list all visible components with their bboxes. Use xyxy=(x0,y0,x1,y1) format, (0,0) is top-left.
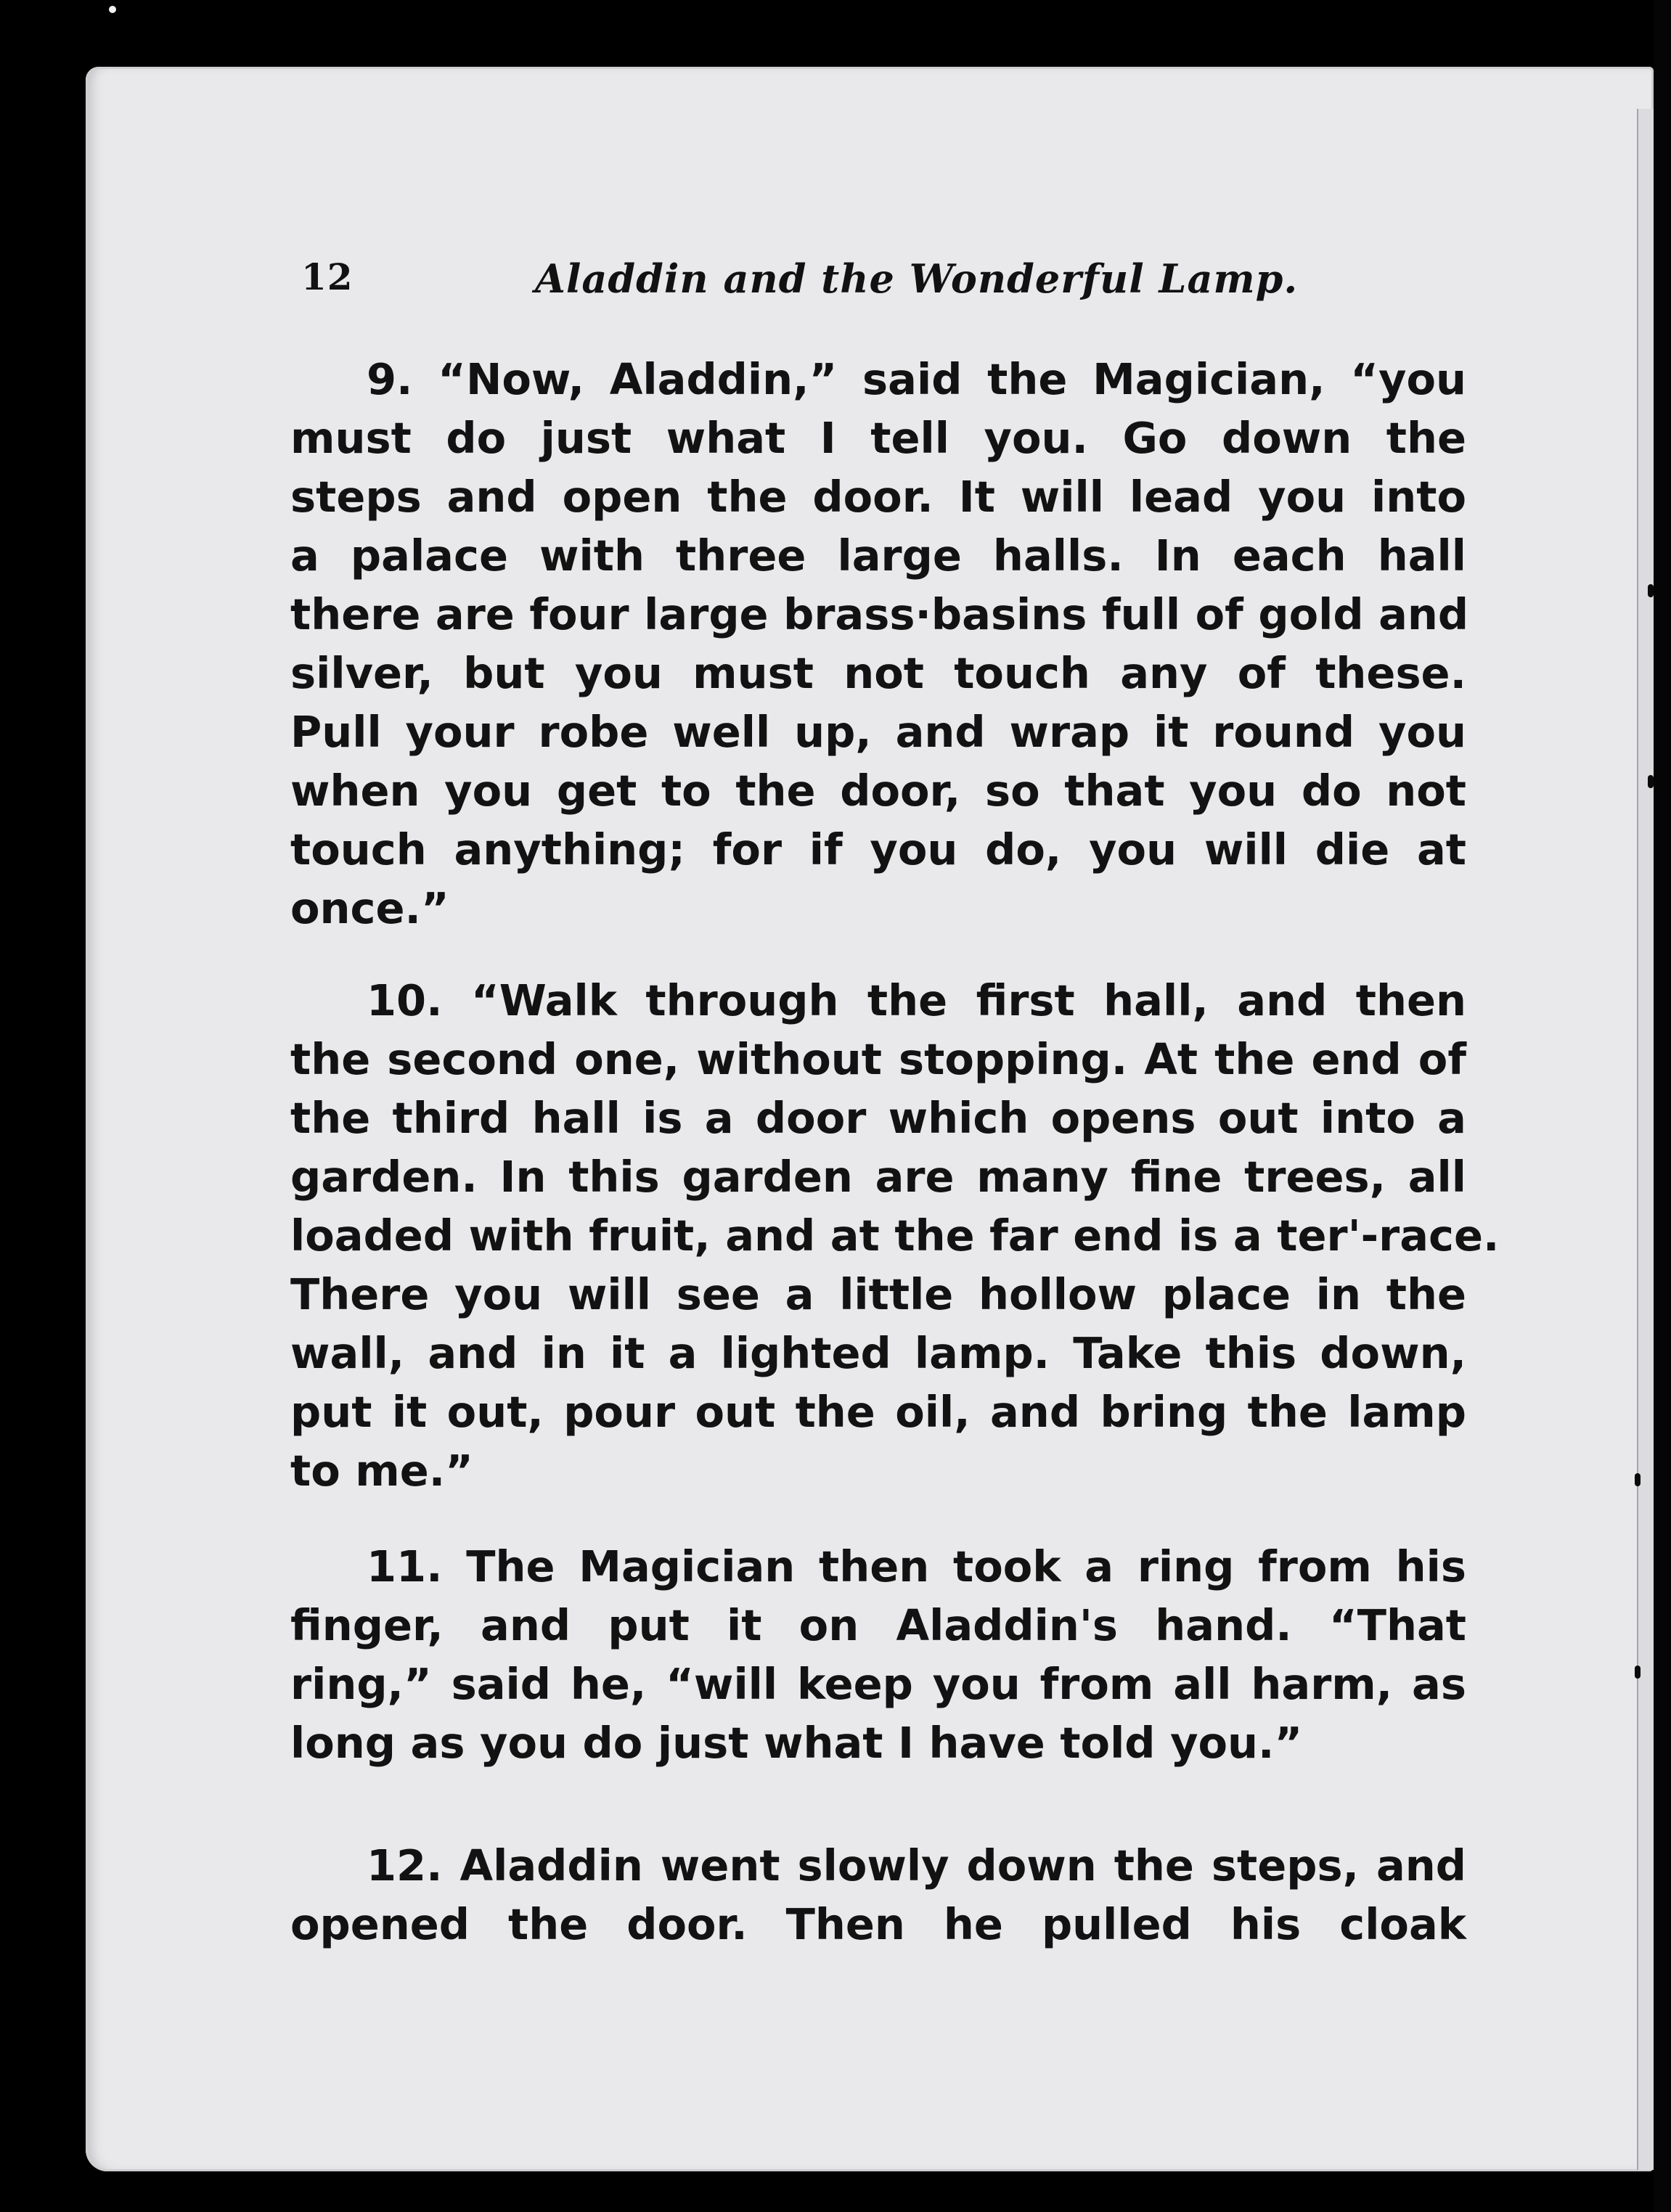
text-line: put it out, pour out the oil, and bring the lamp xyxy=(290,1387,1466,1437)
edge-mark xyxy=(1648,584,1654,597)
text-line: opened the door. Then he pulled his cloak xyxy=(290,1899,1466,1949)
text-line: 11. The Magician then took a ring from his xyxy=(367,1541,1466,1592)
paragraph-11 xyxy=(290,1537,1466,1772)
page-header xyxy=(301,255,1419,314)
text-line: silver, but you must not touch any of these. xyxy=(290,648,1466,698)
edge-mark xyxy=(1648,775,1654,788)
text-line: to me.” xyxy=(290,1446,473,1496)
edge-mark xyxy=(1635,1666,1641,1679)
text-line: a palace with three large halls. In each hall xyxy=(290,531,1466,581)
scan-border-right xyxy=(1654,0,1671,2212)
text-line: garden. In this garden are many fine trees, all xyxy=(290,1152,1466,1202)
text-line: once.” xyxy=(290,883,449,933)
paragraph-10 xyxy=(290,971,1500,1500)
text-line: the third hall is a door which opens out into a xyxy=(290,1093,1466,1143)
text-line: there are four large brass·basins full of gold and xyxy=(290,589,1469,639)
text-line: ring,” said he, “will keep you from all harm, as xyxy=(290,1659,1466,1709)
text-line: 12. Aladdin went slowly down the steps, and xyxy=(367,1840,1466,1891)
page-number: 12 xyxy=(301,255,354,298)
paragraph-9 xyxy=(290,350,1469,938)
running-title: Aladdin and the Wonderful Lamp. xyxy=(535,255,1299,302)
text-line: steps and open the door. It will lead you into xyxy=(290,472,1466,522)
page-edge xyxy=(1637,109,1654,2170)
text-line: There you will see a little hollow place in the xyxy=(290,1269,1466,1319)
text-line: loaded with fruit, and at the far end is a ter'-race. xyxy=(290,1211,1500,1261)
text-line: 10. “Walk through the first hall, and then xyxy=(367,975,1466,1025)
edge-mark xyxy=(1635,1473,1641,1486)
paragraph-12 xyxy=(290,1836,1466,1954)
dust-speck xyxy=(109,6,116,13)
text-line: finger, and put it on Aladdin's hand. “That xyxy=(290,1600,1466,1650)
text-line: 9. “Now, Aladdin,” said the Magician, “you xyxy=(367,354,1466,404)
text-line: long as you do just what I have told you.” xyxy=(290,1718,1303,1768)
text-line: wall, and in it a lighted lamp. Take this down, xyxy=(290,1328,1466,1378)
text-line: touch anything; for if you do, you will die at xyxy=(290,824,1466,874)
text-line: Pull your robe well up, and wrap it round you xyxy=(290,707,1466,757)
text-line: the second one, without stopping. At the end of xyxy=(290,1034,1466,1084)
text-line: when you get to the door, so that you do not xyxy=(290,766,1466,816)
text-line: must do just what I tell you. Go down the xyxy=(290,413,1466,463)
